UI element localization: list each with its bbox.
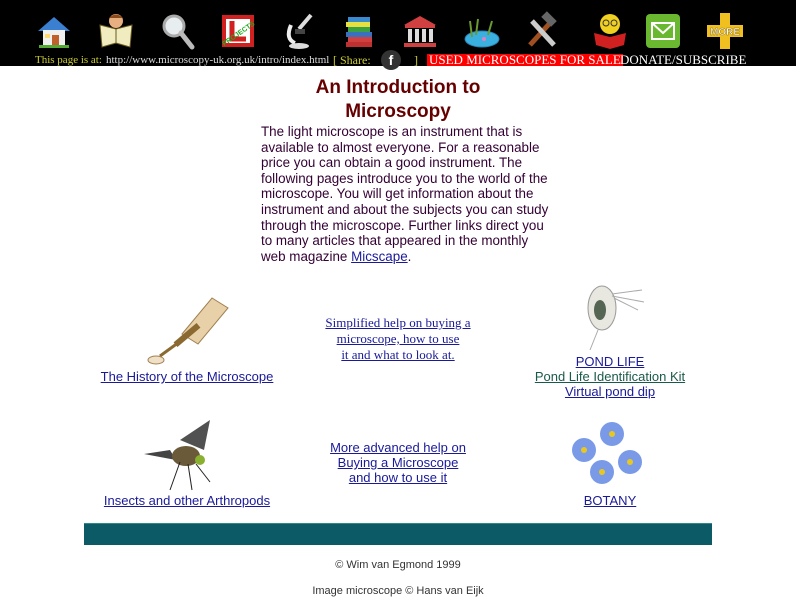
reader-icon[interactable] [588,10,632,52]
virtual-pond-dip-link[interactable]: Virtual pond dip [564,384,656,399]
svg-text:MORE: MORE [710,27,740,38]
micscape-link[interactable]: Micscape [351,248,408,264]
image-credit-text: Image microscope © Hans van Eijk [312,585,484,597]
page-location-label: This page is at: [35,54,102,66]
intro-end: . [407,248,412,264]
title-line-1: An Introduction to [315,77,481,98]
daphnia-image[interactable] [572,280,652,352]
newspaper-icon[interactable] [94,10,138,52]
botany-link[interactable]: BOTANY [583,493,637,508]
insects-arthropods-link[interactable]: Insects and other Arthropods [103,493,271,508]
title-line-2: Microscopy [345,101,451,122]
history-of-microscope-link[interactable]: The History of the Microscope [100,369,274,384]
history-microscope-image[interactable] [142,294,232,366]
forget-me-not-image[interactable] [568,420,654,492]
facebook-share-icon[interactable]: f [381,50,401,70]
share-close-bracket: ] [414,53,418,67]
used-microscopes-link[interactable]: USED MICROSCOPES FOR SALE [429,52,621,67]
pond-life-link[interactable]: POND LIFE [575,354,645,369]
advanced-help-line-3[interactable]: and how to use it [348,470,448,485]
museum-icon[interactable] [398,10,442,52]
microscope-icon[interactable] [279,10,323,52]
top-navigation-bar [0,0,796,66]
footer-bar [84,523,712,545]
simplified-help-line-3[interactable]: it and what to look at. [341,347,455,362]
pond-life-kit-link[interactable]: Pond Life Identification Kit [534,369,686,384]
pond-icon[interactable] [460,10,504,52]
page-title [258,76,538,124]
intro-paragraph [261,124,551,264]
mail-icon[interactable] [641,10,685,52]
books-icon[interactable] [338,10,382,52]
advanced-help-link[interactable] [314,440,482,485]
home-icon[interactable] [32,10,76,52]
copyright-text: © Wim van Egmond 1999 [335,559,461,571]
donate-subscribe-link[interactable]: DONATE/SUBSCRIBE [620,52,747,67]
page-url: http://www.microscopy-uk.org.uk/intro/index.html [106,54,330,66]
svg-text:PROJECTS: PROJECTS [221,20,257,48]
intro-text: The light microscope is an instrument that is available to almost everyone. For a reasonable price you can obtain a good instrument. The following pages introduce you to the world of the microscope. You will get information about the instrument and about the subjects you can study through the microscope. Further links direct you to many articles that appeared in the monthly web magazine [261,124,549,264]
insect-image[interactable] [140,420,230,492]
share-label: [ Share: [333,53,371,67]
magnifier-icon[interactable] [156,10,200,52]
simplified-help-line-1[interactable]: Simplified help on buying a [325,315,471,330]
simplified-help-line-2[interactable]: microscope, how to use [336,331,460,346]
projects-icon[interactable] [216,10,260,52]
simplified-help-link[interactable] [314,315,482,363]
advanced-help-line-1[interactable]: More advanced help on [330,440,466,455]
tools-icon[interactable] [520,10,564,52]
more-icon[interactable] [703,10,747,52]
advanced-help-line-2[interactable]: Buying a Microscope [337,455,459,470]
